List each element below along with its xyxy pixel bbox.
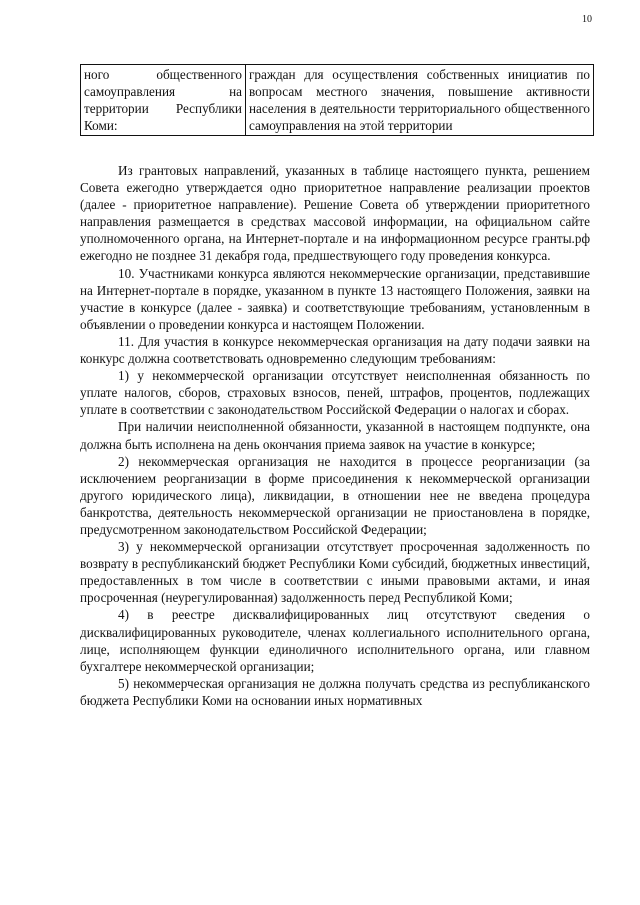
requirement-4: 4) в реестре дисквалифицированных лиц отсутствуют сведения о дисквалифицированных руководителе, членах коллегиального исполнительного органа, лице, исполняющем функции единоличного исполнительного органа, или главном бухгалтере некоммерческой организации; [80,607,590,674]
requirement-5: 5) некоммерческая организация не должна получать средства из республиканского бюджета Республики Коми на основании иных нормативных [80,675,590,708]
grant-directions-table [80,64,594,136]
requirement-3: 3) у некоммерческой организации отсутствует просроченная задолженность по возврату в республиканский бюджет Республики Коми субсидий, бюджетных инвестиций, предоставленных в том числе в соответствии с иными правовыми актами, и иная просроченная (неурегулированная) задолженность перед Республикой Коми; [80,539,590,606]
document-body [80,162,590,709]
table-cell-direction: ного общественного самоуправления на территории Республики Коми: [81,65,246,136]
requirement-1: 1) у некоммерческой организации отсутствует неисполненная обязанность по уплате налогов, сборов, страховых взносов, пеней, штрафов, процентов, подлежащих уплате в соответствии с законодательством Российской Федерации о налогах и сборах. [80,368,590,418]
requirement-2: 2) некоммерческая организация не находится в процессе реорганизации (за исключением реорганизации в форме присоединения к некоммерческой организации другого юридического лица), ликвидации, в отношении нее не введена процедура банкротства, деятельность некоммерческой организации не приостановлена в порядке, предусмотренном законодательством Российской Федерации; [80,453,590,537]
table-cell-description: граждан для осуществления собственных инициатив по вопросам местного значения, повышение активности населения в деятельности территориального общественного самоуправления на этой территории [246,65,594,136]
page-number: 10 [582,14,592,25]
paragraph-priority-direction: Из грантовых направлений, указанных в таблице настоящего пункта, решением Совета ежегодно утверждается одно приоритетное направление реализации проектов (далее - приоритетное направление). Решение Совета об утверждении приоритетного направления размещается в средствах массовой информации, на официальном сайте уполномоченного органа, на Интернет-портале и на информационном ресурсе гранты.рф ежегодно не позднее 31 декабря года, предшествующего году проведения конкурса. [80,163,590,264]
paragraph-10: 10. Участниками конкурса являются некоммерческие организации, представившие на Интернет-портале в порядке, указанном в пункте 13 настоящего Положения, заявки на участие в конкурсе (далее - заявка) и соответствующие требованиям, установленным в объявлении о проведении конкурса и настоящем Положении. [80,265,590,332]
paragraph-11: 11. Для участия в конкурсе некоммерческая организация на дату подачи заявки на конкурс должна соответствовать одновременно следующим требованиям: [80,333,590,367]
table-row [81,65,594,136]
requirement-1-note: При наличии неисполненной обязанности, указанной в настоящем подпункте, она должна быть исполнена на день окончания приема заявок на участие в конкурсе; [80,419,590,452]
